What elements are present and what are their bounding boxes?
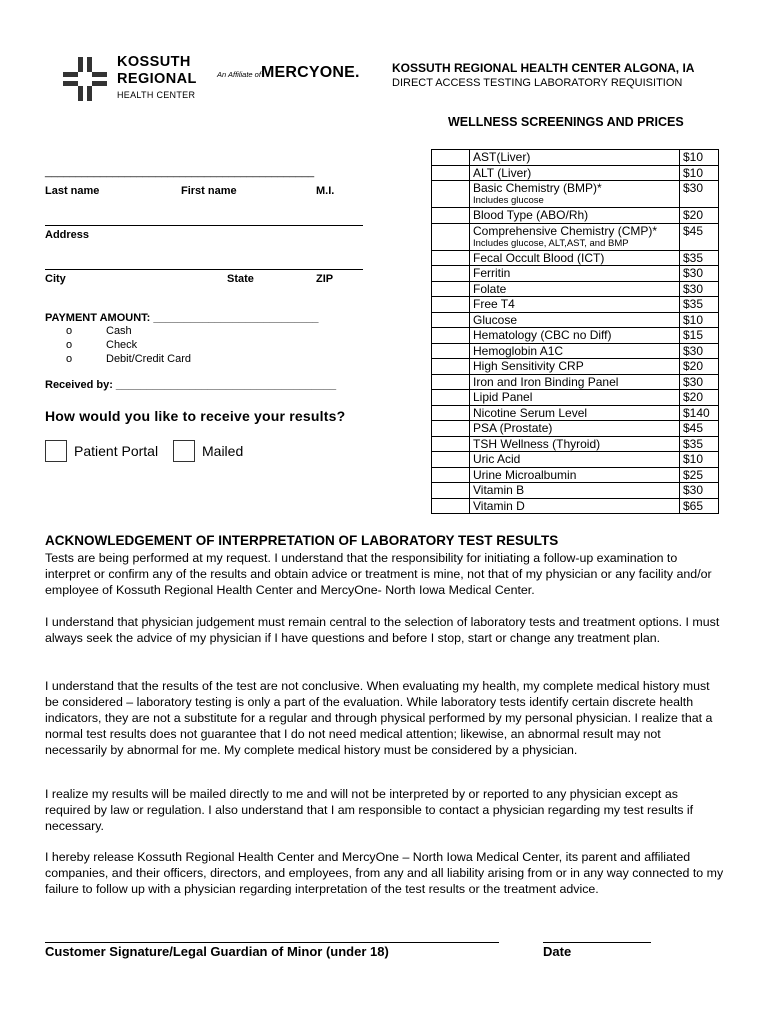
price-row bbox=[432, 452, 719, 468]
ack-paragraph-5: I hereby release Kossuth Regional Health Center and MercyOne – North Iowa Medical Center, its parent and affiliated companies, and their officers, directors, and employees, from any and all liability arising from or in any way connected to my failure to follow up with a physician regarding interpretation of the test results or the treatment advice. bbox=[45, 850, 724, 896]
test-price: $10 bbox=[680, 165, 719, 181]
test-price: $30 bbox=[680, 483, 719, 499]
price-row bbox=[432, 467, 719, 483]
test-price: $35 bbox=[680, 250, 719, 266]
payment-option-card[interactable]: o Debit/Credit Card bbox=[66, 353, 191, 365]
price-row bbox=[432, 374, 719, 390]
test-name: High Sensitivity CRP bbox=[470, 359, 680, 375]
select-cell[interactable] bbox=[432, 483, 470, 499]
test-price: $30 bbox=[680, 374, 719, 390]
city-line[interactable] bbox=[45, 269, 363, 270]
select-cell[interactable] bbox=[432, 436, 470, 452]
affiliate-text: An Affiliate of bbox=[217, 70, 261, 79]
zip-label: ZIP bbox=[316, 273, 334, 285]
patient-portal-label: Patient Portal bbox=[74, 443, 159, 459]
payment-amount[interactable]: PAYMENT AMOUNT: ___________________________ bbox=[45, 312, 319, 324]
test-name: Blood Type (ABO/Rh) bbox=[470, 208, 680, 224]
option-bullet: o bbox=[66, 353, 73, 365]
test-name: Iron and Iron Binding Panel bbox=[470, 374, 680, 390]
price-row bbox=[432, 181, 719, 208]
test-price: $20 bbox=[680, 390, 719, 406]
test-name: Ferritin bbox=[470, 266, 680, 282]
test-name: TSH Wellness (Thyroid) bbox=[470, 436, 680, 452]
test-price: $10 bbox=[680, 452, 719, 468]
price-row bbox=[432, 223, 719, 250]
select-cell[interactable] bbox=[432, 467, 470, 483]
test-price: $35 bbox=[680, 436, 719, 452]
last-name-label: Last name bbox=[45, 185, 100, 197]
select-cell[interactable] bbox=[432, 266, 470, 282]
test-name: PSA (Prostate) bbox=[470, 421, 680, 437]
test-price: $20 bbox=[680, 208, 719, 224]
option-bullet: o bbox=[66, 339, 73, 351]
select-cell[interactable] bbox=[432, 343, 470, 359]
select-cell[interactable] bbox=[432, 165, 470, 181]
select-cell[interactable] bbox=[432, 359, 470, 375]
test-price: $30 bbox=[680, 266, 719, 282]
select-cell[interactable] bbox=[432, 150, 470, 166]
test-price: $10 bbox=[680, 150, 719, 166]
select-cell[interactable] bbox=[432, 390, 470, 406]
test-name: Hematology (CBC no Diff) bbox=[470, 328, 680, 344]
test-price: $35 bbox=[680, 297, 719, 313]
test-name: Hemoglobin A1C bbox=[470, 343, 680, 359]
test-name: Lipid Panel bbox=[470, 390, 680, 406]
test-price: $15 bbox=[680, 328, 719, 344]
test-name: Nicotine Serum Level bbox=[470, 405, 680, 421]
price-row bbox=[432, 250, 719, 266]
price-row bbox=[432, 328, 719, 344]
price-row bbox=[432, 165, 719, 181]
test-name: Fecal Occult Blood (ICT) bbox=[470, 250, 680, 266]
price-row bbox=[432, 266, 719, 282]
test-name: Free T4 bbox=[470, 297, 680, 313]
select-cell[interactable] bbox=[432, 223, 470, 250]
document-subtitle: DIRECT ACCESS TESTING LABORATORY REQUISITION bbox=[392, 77, 683, 89]
select-cell[interactable] bbox=[432, 250, 470, 266]
price-row bbox=[432, 421, 719, 437]
test-price: $30 bbox=[680, 281, 719, 297]
results-question: How would you like to receive your results? bbox=[45, 408, 346, 424]
select-cell[interactable] bbox=[432, 498, 470, 514]
ack-paragraph-3: I understand that the results of the test are not conclusive. When evaluating my health, my complete medical history must be considered – laboratory testing is only a part of the evaluation. While laboratory tests identify certain discrete health indicators, they are not a substitute for a regular and through physical performed by my personal physician. I realize that a normal test results does not guarantee that I do not need medical attention; likewise, an abnormal result may not necessarily by abnormal for me. My complete medical history must be considered by a physician. bbox=[45, 679, 713, 757]
state-label: State bbox=[227, 273, 254, 285]
mi-label: M.I. bbox=[316, 185, 335, 197]
test-price: $45 bbox=[680, 421, 719, 437]
logo-name: KOSSUTH REGIONAL bbox=[117, 54, 197, 87]
mailed-checkbox[interactable] bbox=[173, 440, 195, 462]
price-row bbox=[432, 405, 719, 421]
payment-option-cash[interactable]: o Cash bbox=[66, 325, 132, 337]
select-cell[interactable] bbox=[432, 374, 470, 390]
test-name: Uric Acid bbox=[470, 452, 680, 468]
test-name: Vitamin D bbox=[470, 498, 680, 514]
city-label: City bbox=[45, 273, 66, 285]
price-row bbox=[432, 312, 719, 328]
test-name: Basic Chemistry (BMP)* Includes glucose bbox=[470, 181, 680, 208]
test-name: ALT (Liver) bbox=[470, 165, 680, 181]
price-row bbox=[432, 281, 719, 297]
signature-line[interactable] bbox=[45, 942, 499, 943]
select-cell[interactable] bbox=[432, 297, 470, 313]
signature-label: Customer Signature/Legal Guardian of Minor (under 18) bbox=[45, 944, 389, 959]
price-row bbox=[432, 436, 719, 452]
price-row bbox=[432, 208, 719, 224]
price-row bbox=[432, 150, 719, 166]
select-cell[interactable] bbox=[432, 208, 470, 224]
patient-portal-checkbox[interactable] bbox=[45, 440, 67, 462]
mailed-label: Mailed bbox=[202, 443, 244, 459]
ack-paragraph-2: I understand that physician judgement must remain central to the selection of laboratory tests and treatment options. I must always seek the advice of my physician if I have questions and before I stop, start or change any treatment plan. bbox=[45, 615, 720, 645]
price-row bbox=[432, 390, 719, 406]
select-cell[interactable] bbox=[432, 421, 470, 437]
mercyone-logo: MERCYONE. bbox=[261, 64, 360, 81]
test-price: $140 bbox=[680, 405, 719, 421]
test-note: Includes glucose, ALT,AST, and BMP bbox=[473, 237, 629, 249]
test-name: Vitamin B bbox=[470, 483, 680, 499]
kossuth-logo-icon bbox=[63, 57, 107, 101]
date-line[interactable] bbox=[543, 942, 651, 943]
test-price: $25 bbox=[680, 467, 719, 483]
address-label: Address bbox=[45, 229, 90, 241]
test-price: $20 bbox=[680, 359, 719, 375]
select-cell[interactable] bbox=[432, 181, 470, 208]
name-line[interactable]: ____________________________________________ bbox=[45, 166, 315, 178]
received-by[interactable]: Received by: ____________________________________ bbox=[45, 379, 337, 391]
test-price: $65 bbox=[680, 498, 719, 514]
test-price: $30 bbox=[680, 181, 719, 208]
price-row bbox=[432, 359, 719, 375]
document-title: KOSSUTH REGIONAL HEALTH CENTER ALGONA, IA bbox=[392, 61, 695, 75]
select-cell[interactable] bbox=[432, 281, 470, 297]
test-note: Includes glucose bbox=[473, 195, 544, 206]
select-cell[interactable] bbox=[432, 328, 470, 344]
logo-subtitle: HEALTH CENTER bbox=[117, 90, 196, 100]
test-name: Folate bbox=[470, 281, 680, 297]
ack-paragraph-4: I realize my results will be mailed directly to me and will not be interpreted by or reported to any physician except as required by law or regulation. I also understand that I am responsible to contact a physician regarding my test results if necessary. bbox=[45, 787, 694, 833]
payment-option-check[interactable]: o Check bbox=[66, 339, 138, 351]
test-price: $10 bbox=[680, 312, 719, 328]
select-cell[interactable] bbox=[432, 452, 470, 468]
price-row bbox=[432, 297, 719, 313]
first-name-label: First name bbox=[181, 185, 237, 197]
price-row bbox=[432, 483, 719, 499]
price-row bbox=[432, 343, 719, 359]
acknowledgement-title: ACKNOWLEDGEMENT OF INTERPRETATION OF LABORATORY TEST RESULTS bbox=[45, 533, 559, 548]
test-price: $45 bbox=[680, 223, 719, 250]
select-cell[interactable] bbox=[432, 312, 470, 328]
test-name: Urine Microalbumin bbox=[470, 467, 680, 483]
price-table bbox=[431, 149, 719, 514]
test-name: Glucose bbox=[470, 312, 680, 328]
wellness-title: WELLNESS SCREENINGS AND PRICES bbox=[448, 115, 684, 129]
address-line[interactable] bbox=[45, 225, 363, 226]
option-bullet: o bbox=[66, 325, 73, 337]
ack-paragraph-1: Tests are being performed at my request. I understand that the responsibility for initiating a follow-up examination to interpret or confirm any of the results and obtain advice or treatment is mine, not that of my physician or any facility and/or employee of Kossuth Regional Health Center and MercyOne- North Iowa Medical Center. bbox=[45, 551, 712, 597]
price-row bbox=[432, 498, 719, 514]
test-price: $30 bbox=[680, 343, 719, 359]
test-name: Comprehensive Chemistry (CMP)* Includes glucose, ALT,AST, and BMP bbox=[470, 223, 680, 250]
select-cell[interactable] bbox=[432, 405, 470, 421]
date-label: Date bbox=[543, 944, 572, 959]
test-name: AST(Liver) bbox=[470, 150, 680, 166]
